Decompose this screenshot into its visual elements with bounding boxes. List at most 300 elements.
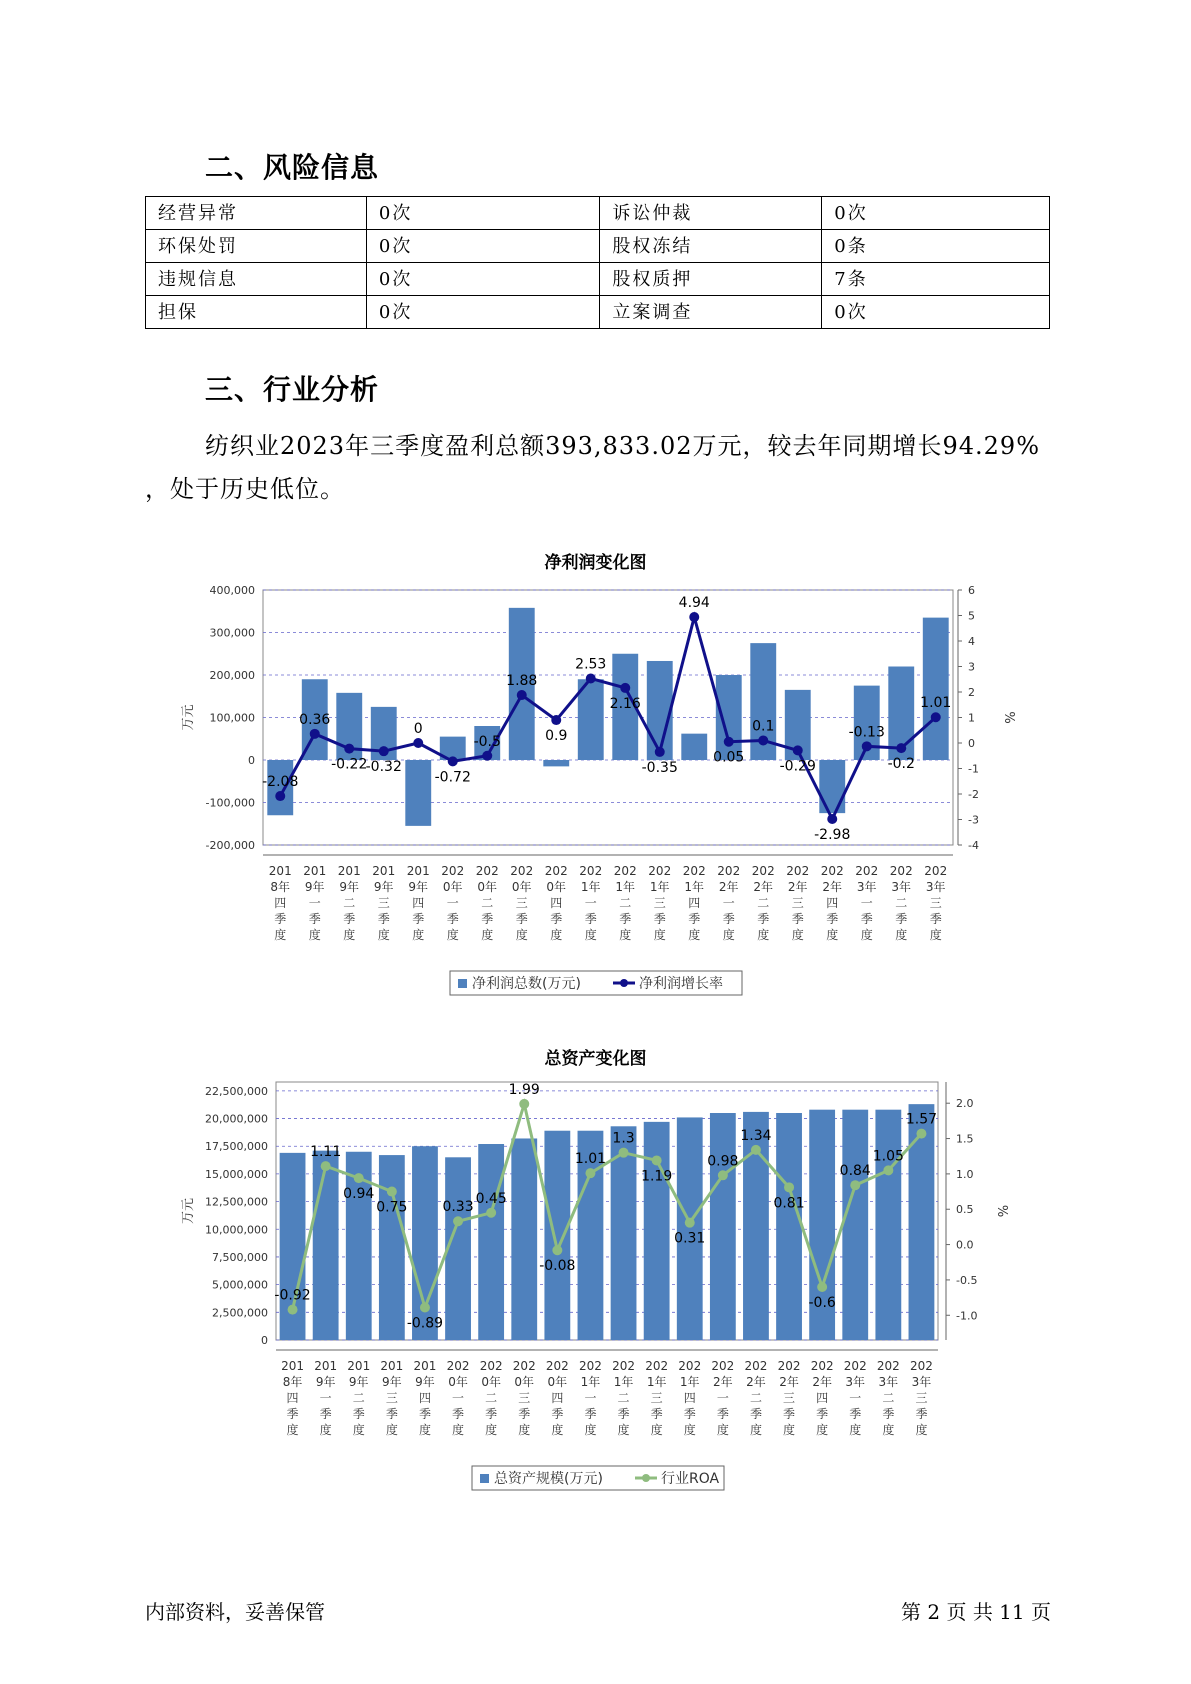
x-tick-label: 201 <box>406 864 430 878</box>
risk-label: 诉讼仲裁 <box>600 197 822 230</box>
y2-tick-label: 4 <box>968 635 975 648</box>
line-point <box>689 612 699 622</box>
x-tick-label: 度 <box>849 1423 862 1437</box>
legend-bar-label: 总资产规模(万元) <box>494 1471 603 1487</box>
x-tick-label: 度 <box>481 928 494 942</box>
y-axis-label: 万元 <box>181 704 196 731</box>
x-tick-label: 度 <box>274 928 287 942</box>
y2-tick-label: 2.0 <box>956 1097 974 1111</box>
x-tick-label: 1年 <box>679 1375 700 1389</box>
x-tick-label: 2年 <box>713 1375 733 1389</box>
x-tick-label: 2年 <box>753 880 774 894</box>
line-point <box>551 715 561 725</box>
line-point <box>275 791 285 801</box>
x-tick-label: 度 <box>584 1423 597 1437</box>
line-point <box>453 1216 463 1226</box>
x-tick-label: 3年 <box>925 880 946 894</box>
data-label: 0.45 <box>475 1190 507 1207</box>
data-label: 0.36 <box>299 711 331 728</box>
line-point <box>482 751 492 761</box>
x-tick-label: 三 <box>653 896 666 910</box>
x-tick-label: 202 <box>909 1359 933 1373</box>
y-tick-label: 12,500,000 <box>205 1195 268 1209</box>
x-tick-label: 度 <box>617 1423 630 1437</box>
x-tick-label: 3年 <box>878 1375 899 1389</box>
x-tick-label: 二 <box>619 896 632 910</box>
y2-axis-label: % <box>1001 711 1016 724</box>
x-tick-label: 201 <box>303 864 327 878</box>
x-tick-label: 度 <box>757 928 770 942</box>
x-tick-label: 1年 <box>615 880 636 894</box>
risk-value: 0次 <box>366 197 600 230</box>
data-label: 0 <box>413 721 423 737</box>
x-tick-label: 三 <box>377 896 390 910</box>
x-tick-label: 1年 <box>580 880 601 894</box>
x-tick-label: 季 <box>481 912 494 926</box>
x-tick-label: 季 <box>352 1407 365 1421</box>
line-point <box>850 1180 860 1190</box>
data-label: 0.84 <box>839 1163 871 1180</box>
x-tick-label: 一 <box>446 896 459 910</box>
risk-value: 0次 <box>822 197 1050 230</box>
chart-title-total-assets: 总资产变化图 <box>544 1049 647 1069</box>
x-tick-label: 季 <box>286 1407 299 1421</box>
x-tick-label: 202 <box>512 1359 536 1373</box>
x-tick-label: 202 <box>579 864 603 878</box>
x-tick-label: 3年 <box>856 880 877 894</box>
x-tick-label: 二 <box>617 1391 630 1405</box>
line-point <box>310 729 320 739</box>
x-tick-label: 202 <box>810 1359 834 1373</box>
data-label: 1.34 <box>740 1127 772 1144</box>
x-tick-label: 季 <box>377 912 390 926</box>
x-tick-label: 一 <box>722 896 735 910</box>
x-tick-label: 9年 <box>339 880 360 894</box>
x-tick-label: 度 <box>352 1423 365 1437</box>
x-tick-label: 1年 <box>646 1375 667 1389</box>
x-tick-label: 四 <box>683 1391 696 1405</box>
x-tick-label: 202 <box>786 864 810 878</box>
x-tick-label: 202 <box>645 1359 669 1373</box>
x-tick-label: 二 <box>343 896 356 910</box>
line-point <box>620 683 630 693</box>
data-label: 0.81 <box>773 1195 805 1212</box>
data-label: 1.01 <box>574 1151 607 1168</box>
x-tick-label: 季 <box>515 912 528 926</box>
x-tick-label: 度 <box>308 928 321 942</box>
x-tick-label: 季 <box>882 1407 895 1421</box>
industry-paragraph-line1: 纺织业2023年三季度盈利总额393,833.02万元，较去年同期增长94.29% <box>205 432 1041 460</box>
x-tick-label: 度 <box>826 928 839 942</box>
x-tick-label: 度 <box>319 1423 332 1437</box>
x-tick-label: 度 <box>895 928 908 942</box>
x-tick-label: 202 <box>613 864 637 878</box>
y-tick-label: 200,000 <box>209 669 255 682</box>
x-tick-label: 一 <box>716 1391 729 1405</box>
x-tick-label: 度 <box>816 1423 829 1437</box>
industry-paragraph-line2: ，处于历史低位。 <box>145 475 345 503</box>
x-tick-label: 0年 <box>481 1375 501 1389</box>
x-tick-label: 三 <box>929 896 942 910</box>
line-point <box>585 1168 595 1178</box>
x-tick-label: 季 <box>584 912 597 926</box>
x-tick-label: 度 <box>418 1423 431 1437</box>
x-tick-label: 度 <box>446 928 459 942</box>
x-tick-label: 201 <box>413 1359 437 1373</box>
footer-left: 内部资料，妥善保管 <box>145 1600 325 1624</box>
x-tick-label: 201 <box>268 864 292 878</box>
x-tick-label: 度 <box>518 1423 531 1437</box>
data-label: 1.99 <box>508 1081 540 1098</box>
x-tick-label: 一 <box>308 896 321 910</box>
x-tick-label: 季 <box>550 912 563 926</box>
x-tick-label: 202 <box>876 1359 900 1373</box>
x-tick-label: 一 <box>584 1391 597 1405</box>
data-label: -2.08 <box>262 774 299 791</box>
risk-value: 7条 <box>822 263 1050 296</box>
risk-label: 违规信息 <box>146 263 367 296</box>
x-tick-label: 度 <box>412 928 425 942</box>
data-label: 0.33 <box>442 1199 474 1216</box>
y-tick-label: 17,500,000 <box>205 1140 268 1154</box>
line-point <box>916 1129 926 1139</box>
x-tick-label: 201 <box>380 1359 404 1373</box>
x-tick-label: 0年 <box>514 1375 535 1389</box>
y2-tick-label: 0.0 <box>956 1238 974 1252</box>
legend-line-marker <box>642 1474 650 1482</box>
line-point <box>354 1173 364 1183</box>
y-tick-label: -100,000 <box>205 796 255 810</box>
x-tick-label: 2年 <box>812 1375 832 1389</box>
x-tick-label: 三 <box>791 896 804 910</box>
data-label: 1.01 <box>920 695 952 712</box>
x-tick-label: 季 <box>915 1407 928 1421</box>
data-label: -0.89 <box>406 1315 444 1332</box>
data-label: 0.05 <box>713 749 745 766</box>
x-tick-label: 度 <box>915 1423 928 1437</box>
x-tick-label: 季 <box>385 1407 398 1421</box>
x-tick-label: 度 <box>882 1423 895 1437</box>
table-row <box>146 263 1050 296</box>
x-tick-label: 四 <box>688 896 701 910</box>
bar <box>875 1110 901 1340</box>
data-label: -0.32 <box>365 759 402 776</box>
x-tick-label: 度 <box>515 928 528 942</box>
x-tick-label: 202 <box>717 864 741 878</box>
x-tick-label: 度 <box>749 1423 762 1437</box>
bar <box>710 1113 736 1340</box>
x-tick-label: 202 <box>751 864 775 878</box>
risk-value: 0次 <box>366 263 600 296</box>
legend-bar-swatch <box>480 1474 489 1483</box>
y-tick-label: 100,000 <box>209 711 255 725</box>
industry-heading: 三、行业分析 <box>205 373 380 406</box>
y2-tick-label: 6 <box>968 584 975 597</box>
bar <box>405 760 431 826</box>
data-label: 0.98 <box>707 1153 739 1170</box>
bar <box>313 1151 339 1340</box>
x-tick-label: 9年 <box>415 1375 435 1389</box>
x-tick-label: 2年 <box>746 1375 766 1389</box>
risk-value: 0次 <box>366 230 600 263</box>
data-label: 1.11 <box>310 1144 342 1161</box>
x-tick-label: 季 <box>757 912 770 926</box>
x-tick-label: 四 <box>551 1391 564 1405</box>
x-tick-label: 度 <box>485 1423 498 1437</box>
line-point <box>619 1148 629 1158</box>
x-tick-label: 度 <box>286 1423 299 1437</box>
x-tick-label: 度 <box>584 928 597 942</box>
x-tick-label: 度 <box>343 928 356 942</box>
x-tick-label: 202 <box>711 1359 735 1373</box>
x-tick-label: 2年 <box>787 880 808 894</box>
x-tick-label: 二 <box>895 896 908 910</box>
x-tick-label: 季 <box>929 912 942 926</box>
table-row <box>146 230 1050 263</box>
risk-label: 环保处罚 <box>146 230 367 263</box>
legend-line-label: 行业ROA <box>661 1471 720 1487</box>
y-tick-label: 15,000,000 <box>205 1167 268 1181</box>
x-tick-label: 一 <box>452 1391 465 1405</box>
x-tick-label: 0年 <box>448 1375 468 1389</box>
risk-value: 0次 <box>366 296 600 329</box>
x-tick-label: 3年 <box>891 880 912 894</box>
line-point <box>413 738 423 748</box>
data-label: -0.29 <box>779 758 816 775</box>
x-tick-label: 202 <box>855 864 879 878</box>
risk-heading: 二、风险信息 <box>205 151 380 184</box>
line-point <box>724 737 734 747</box>
x-tick-label: 季 <box>343 912 356 926</box>
x-tick-label: 二 <box>749 1391 762 1405</box>
x-tick-label: 202 <box>612 1359 636 1373</box>
x-tick-label: 四 <box>412 896 425 910</box>
data-label: 2.53 <box>575 656 607 673</box>
risk-value: 0条 <box>822 230 1050 263</box>
x-tick-label: 202 <box>578 1359 602 1373</box>
line-point <box>784 1182 794 1192</box>
data-label: -0.13 <box>848 724 885 741</box>
x-tick-label: 季 <box>653 912 666 926</box>
data-label: -0.08 <box>539 1258 576 1275</box>
x-tick-label: 度 <box>683 1423 696 1437</box>
x-tick-label: 202 <box>545 1359 569 1373</box>
bar <box>544 1131 570 1340</box>
x-tick-label: 季 <box>895 912 908 926</box>
x-tick-label: 三 <box>783 1391 796 1405</box>
legend-line-label: 净利润增长率 <box>639 976 723 992</box>
x-tick-label: 202 <box>777 1359 801 1373</box>
x-tick-label: 季 <box>485 1407 498 1421</box>
x-tick-label: 3年 <box>845 1375 866 1389</box>
line-point <box>379 746 389 756</box>
line-point <box>758 735 768 745</box>
risk-label: 股权冻结 <box>600 230 822 263</box>
x-tick-label: 度 <box>452 1423 465 1437</box>
legend-line-marker <box>620 979 628 987</box>
x-tick-label: 度 <box>716 1423 729 1437</box>
x-tick-label: 一 <box>860 896 873 910</box>
line-point <box>652 1155 662 1165</box>
x-tick-label: 202 <box>510 864 534 878</box>
x-tick-label: 202 <box>446 1359 470 1373</box>
y2-tick-label: -1 <box>968 762 979 776</box>
line-point <box>344 744 354 754</box>
data-label: -0.22 <box>331 756 368 773</box>
data-label: 1.19 <box>641 1168 673 1185</box>
line-point <box>486 1208 496 1218</box>
x-tick-label: 202 <box>924 864 948 878</box>
y-tick-label: 0 <box>248 754 255 767</box>
line-point <box>519 1099 529 1109</box>
bar <box>677 1117 703 1340</box>
line-point <box>718 1170 728 1180</box>
y2-tick-label: 0 <box>968 737 975 750</box>
x-tick-label: 季 <box>860 912 873 926</box>
data-label: -0.92 <box>274 1287 311 1304</box>
x-tick-label: 202 <box>441 864 465 878</box>
line-point <box>655 747 665 757</box>
x-tick-label: 1年 <box>684 880 705 894</box>
x-tick-label: 9年 <box>304 880 325 894</box>
x-tick-label: 202 <box>544 864 568 878</box>
x-tick-label: 度 <box>929 928 942 942</box>
x-tick-label: 季 <box>551 1407 564 1421</box>
x-tick-label: 202 <box>820 864 844 878</box>
x-tick-label: 201 <box>347 1359 371 1373</box>
data-label: -2.98 <box>814 826 851 843</box>
line-point <box>387 1187 397 1197</box>
x-tick-label: 202 <box>682 864 706 878</box>
y-tick-label: 0 <box>261 1334 268 1347</box>
data-label: 0.9 <box>545 728 568 745</box>
y2-tick-label: 0.5 <box>956 1203 974 1217</box>
risk-value: 0次 <box>822 296 1050 329</box>
data-label: 0.94 <box>343 1186 375 1203</box>
x-tick-label: 8年 <box>270 880 291 894</box>
x-tick-label: 201 <box>372 864 396 878</box>
bar <box>842 1110 868 1340</box>
x-tick-label: 1年 <box>613 1375 634 1389</box>
x-tick-label: 0年 <box>477 880 498 894</box>
x-tick-label: 度 <box>653 928 666 942</box>
x-tick-label: 度 <box>377 928 390 942</box>
x-tick-label: 2年 <box>822 880 843 894</box>
x-tick-label: 季 <box>452 1407 465 1421</box>
x-tick-label: 202 <box>744 1359 768 1373</box>
y2-tick-label: -4 <box>968 839 979 852</box>
x-tick-label: 季 <box>826 912 839 926</box>
data-label: 0.75 <box>376 1199 408 1216</box>
x-tick-label: 季 <box>716 1407 729 1421</box>
x-tick-label: 度 <box>619 928 632 942</box>
x-tick-label: 0年 <box>546 880 567 894</box>
x-tick-label: 四 <box>286 1391 299 1405</box>
x-tick-label: 度 <box>385 1423 398 1437</box>
x-tick-label: 度 <box>860 928 873 942</box>
y2-tick-label: 1.5 <box>956 1132 974 1146</box>
footer-page-number: 第 2 页 共 11 页 <box>901 1600 1051 1624</box>
x-tick-label: 季 <box>446 912 459 926</box>
x-tick-label: 度 <box>688 928 701 942</box>
x-tick-label: 9年 <box>382 1375 402 1389</box>
y-tick-label: 400,000 <box>209 584 255 597</box>
y2-tick-label: -1.0 <box>956 1309 978 1323</box>
bar <box>923 618 949 760</box>
y2-tick-label: -3 <box>968 813 979 827</box>
table-row <box>146 197 1050 230</box>
x-tick-label: 四 <box>274 896 287 910</box>
x-tick-label: 202 <box>889 864 913 878</box>
x-tick-label: 季 <box>849 1407 862 1421</box>
data-label: -0.2 <box>887 756 915 773</box>
x-tick-label: 四 <box>826 896 839 910</box>
line-point <box>321 1161 331 1171</box>
data-label: -0.35 <box>641 759 678 776</box>
x-tick-label: 季 <box>319 1407 332 1421</box>
x-tick-label: 2年 <box>779 1375 799 1389</box>
bar <box>776 1113 802 1340</box>
line-point <box>827 814 837 824</box>
risk-label: 立案调查 <box>600 296 822 329</box>
x-tick-label: 三 <box>515 896 528 910</box>
x-tick-label: 2年 <box>718 880 739 894</box>
line-point <box>817 1282 827 1292</box>
x-tick-label: 二 <box>882 1391 895 1405</box>
data-label: 1.3 <box>612 1130 635 1147</box>
x-tick-label: 一 <box>319 1391 332 1405</box>
x-tick-label: 9年 <box>348 1375 369 1389</box>
x-tick-label: 季 <box>518 1407 531 1421</box>
x-tick-label: 季 <box>617 1407 630 1421</box>
x-tick-label: 9年 <box>373 880 394 894</box>
y-axis-label: 万元 <box>181 1197 196 1225</box>
legend-bar-label: 净利润总数(万元) <box>472 976 581 992</box>
x-tick-label: 1年 <box>649 880 670 894</box>
x-tick-label: 1年 <box>580 1375 601 1389</box>
x-tick-label: 202 <box>843 1359 867 1373</box>
net-profit-chart <box>0 575 1191 1015</box>
y2-tick-label: 1 <box>968 711 975 725</box>
x-tick-label: 季 <box>749 1407 762 1421</box>
legend-bar-swatch <box>458 979 467 988</box>
line-point <box>931 712 941 722</box>
x-tick-label: 季 <box>783 1407 796 1421</box>
line-point <box>685 1218 695 1228</box>
x-tick-label: 二 <box>481 896 494 910</box>
bar <box>379 1155 405 1340</box>
x-tick-label: 四 <box>550 896 563 910</box>
line-point <box>793 745 803 755</box>
line-point <box>448 756 458 766</box>
x-tick-label: 季 <box>683 1407 696 1421</box>
x-tick-label: 季 <box>650 1407 663 1421</box>
risk-label: 股权质押 <box>600 263 822 296</box>
x-tick-label: 度 <box>722 928 735 942</box>
data-label: 4.94 <box>678 595 710 612</box>
x-tick-label: 度 <box>550 928 563 942</box>
data-label: 0.1 <box>752 718 775 735</box>
y2-axis-label: % <box>994 1204 1009 1218</box>
x-tick-label: 度 <box>551 1423 564 1437</box>
x-tick-label: 季 <box>722 912 735 926</box>
risk-label: 经营异常 <box>146 197 367 230</box>
y2-tick-label: 5 <box>968 609 975 623</box>
bar <box>716 675 742 760</box>
line-point <box>896 743 906 753</box>
total-assets-chart <box>0 1070 1191 1510</box>
y-tick-label: 7,500,000 <box>212 1250 268 1264</box>
